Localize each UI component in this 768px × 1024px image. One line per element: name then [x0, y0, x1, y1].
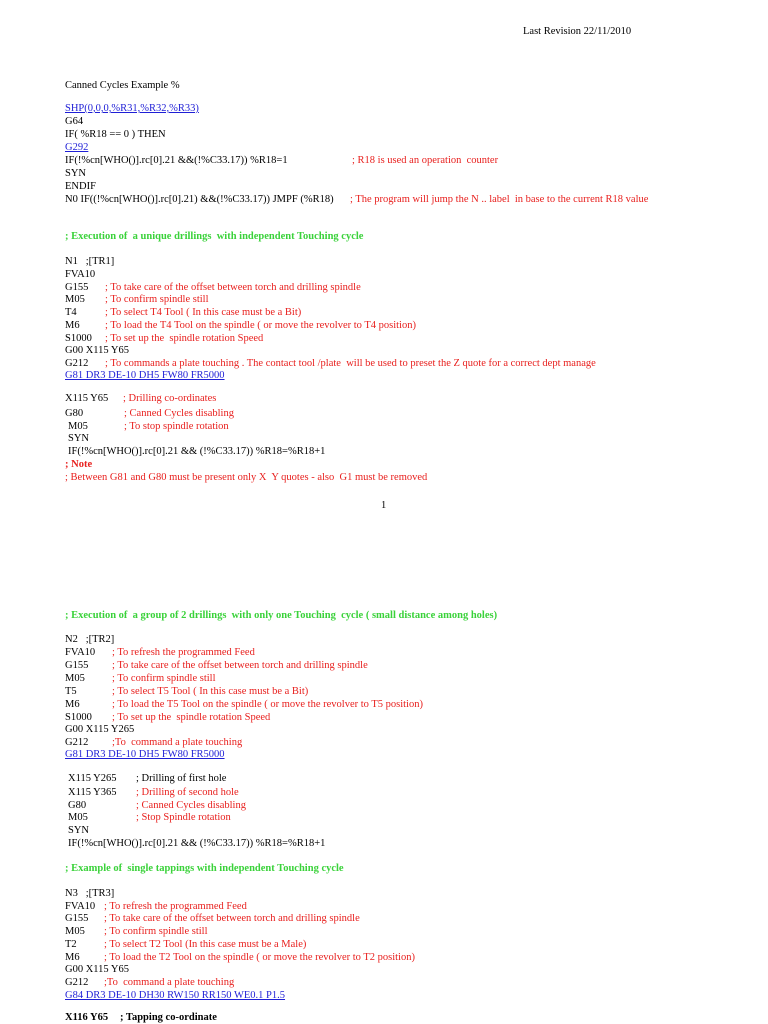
s1-note-label: ; Note	[65, 459, 93, 470]
s2-hole2-code: X115 Y365	[68, 787, 117, 798]
s3-comment-2: ; To take care of the offset between torch and drilling spindle	[104, 913, 360, 924]
s1-comment-5: ; To load the T4 Tool on the spindle ( or move the revolver to T4 position)	[105, 320, 416, 331]
s2-comment-5: ; To load the T5 Tool on the spindle ( or move the revolver to T5 position)	[112, 699, 423, 710]
s3-tap-code: X116 Y65	[65, 1012, 109, 1023]
s2-comment-6: ; To set up the spindle rotation Speed	[112, 712, 271, 723]
s2-g81-link[interactable]: G81 DR3 DE-10 DH5 FW80 FR5000	[65, 749, 225, 760]
s3-code-6: G00 X115 Y65	[65, 964, 129, 975]
s1-code-1: FVA10	[65, 269, 96, 280]
s2-g80: G80	[68, 800, 87, 811]
s2-code-4: T5	[65, 686, 77, 697]
s3-code-1: FVA10	[65, 901, 96, 912]
s2-syn: SYN	[68, 825, 90, 836]
s1-comment-2: ; To take care of the offset between torch and drilling spindle	[105, 282, 361, 293]
s2-hole1-code: X115 Y265	[68, 773, 117, 784]
s2-hole1-comment: ; Drilling of first hole	[136, 773, 227, 784]
s2-hole2-comment: ; Drilling of second hole	[136, 787, 239, 798]
s1-code-8: G212	[65, 358, 89, 369]
section2-heading: ; Execution of a group of 2 drillings with only one Touching cycle ( small distance among holes)	[65, 610, 498, 621]
s1-comment-8: ; To commands a plate touching . The contact tool /plate will be used to preset the Z quote for a correct dept manage	[105, 358, 596, 369]
syn-line: SYN	[65, 168, 87, 179]
endif-line: ENDIF	[65, 181, 96, 192]
s2-m05: M05	[68, 812, 88, 823]
s3-comment-3: ; To confirm spindle still	[104, 926, 208, 937]
s2-code-8: G212	[65, 737, 89, 748]
s3-code-2: G155	[65, 913, 89, 924]
s1-code-0: N1 ;[TR1]	[65, 256, 115, 267]
s3-g84-link[interactable]: G84 DR3 DE-10 DH30 RW150 RR150 WE0.1 P1.5	[65, 990, 286, 1001]
s3-comment-7: ;To command a plate touching	[104, 977, 235, 988]
s2-code-1: FVA10	[65, 647, 96, 658]
s3-code-3: M05	[65, 926, 85, 937]
shp-link[interactable]: SHP(0,0,0,%R31,%R32,%R33)	[65, 103, 199, 114]
s1-g80-comment: ; Canned Cycles disabling	[124, 408, 234, 419]
page-number: 1	[381, 500, 387, 511]
s3-code-4: T2	[65, 939, 77, 950]
section3-heading: ; Example of single tappings with independent Touching cycle	[65, 863, 344, 874]
s1-syn: SYN	[68, 433, 90, 444]
s3-comment-4: ; To select T2 Tool (In this case must be a Male)	[104, 939, 307, 950]
s3-code-7: G212	[65, 977, 89, 988]
s1-code-4: T4	[65, 307, 77, 318]
s1-if-inc: IF(!%cn[WHO()].rc[0].21 && (!%C33.17)) %R18=%R18+1	[68, 446, 326, 457]
s1-drill-comment: ; Drilling co-ordinates	[123, 393, 217, 404]
g64-line: G64	[65, 116, 84, 127]
if-r18-line: IF(!%cn[WHO()].rc[0].21 &&(!%C33.17)) %R18=1	[65, 155, 288, 166]
s1-note-text: ; Between G81 and G80 must be present only X Y quotes - also G1 must be removed	[65, 472, 428, 483]
s2-code-3: M05	[65, 673, 85, 684]
n0-comment: ; The program will jump the N .. label in base to the current R18 value	[350, 194, 649, 205]
s2-code-6: S1000	[65, 712, 92, 723]
s1-code-7: G00 X115 Y65	[65, 345, 129, 356]
s1-m05-comment: ; To stop spindle rotation	[124, 421, 229, 432]
s1-comment-4: ; To select T4 Tool ( In this case must be a Bit)	[105, 307, 302, 318]
s2-code-2: G155	[65, 660, 89, 671]
s1-comment-3: ; To confirm spindle still	[105, 294, 209, 305]
n0-line: N0 IF((!%cn[WHO()].rc[0].21) &&(!%C33.17)) JMPF (%R18)	[65, 194, 334, 205]
document-title: Canned Cycles Example %	[65, 80, 180, 91]
if-line: IF( %R18 == 0 ) THEN	[65, 129, 166, 140]
s2-code-7: G00 X115 Y265	[65, 724, 135, 735]
s2-comment-1: ; To refresh the programmed Feed	[112, 647, 255, 658]
s1-code-2: G155	[65, 282, 89, 293]
s3-comment-1: ; To refresh the programmed Feed	[104, 901, 247, 912]
s1-code-5: M6	[65, 320, 80, 331]
s2-comment-8: ;To command a plate touching	[112, 737, 243, 748]
s1-code-6: S1000	[65, 333, 92, 344]
s1-g81-link[interactable]: G81 DR3 DE-10 DH5 FW80 FR5000	[65, 370, 225, 381]
s2-comment-3: ; To confirm spindle still	[112, 673, 216, 684]
s1-m05: M05	[68, 421, 88, 432]
s3-comment-5: ; To load the T2 Tool on the spindle ( or move the revolver to T2 position)	[104, 952, 415, 963]
s2-m05-comment: ; Stop Spindle rotation	[136, 812, 231, 823]
s1-code-3: M05	[65, 294, 85, 305]
s1-comment-6: ; To set up the spindle rotation Speed	[105, 333, 264, 344]
section1-heading: ; Execution of a unique drillings with independent Touching cycle	[65, 231, 364, 242]
s1-drill-code: X115 Y65	[65, 393, 109, 404]
s2-code-0: N2 ;[TR2]	[65, 634, 115, 645]
s2-comment-4: ; To select T5 Tool ( In this case must be a Bit)	[112, 686, 309, 697]
s2-if-inc: IF(!%cn[WHO()].rc[0].21 && (!%C33.17)) %R18=%R18+1	[68, 838, 326, 849]
s2-g80-comment: ; Canned Cycles disabling	[136, 800, 246, 811]
s2-code-5: M6	[65, 699, 80, 710]
if-r18-comment: ; R18 is used an operation counter	[352, 155, 499, 166]
s3-code-5: M6	[65, 952, 80, 963]
revision-date: Last Revision 22/11/2010	[523, 26, 632, 37]
s2-comment-2: ; To take care of the offset between torch and drilling spindle	[112, 660, 368, 671]
s3-tap-comment: ; Tapping co-ordinate	[120, 1012, 217, 1023]
s3-code-0: N3 ;[TR3]	[65, 888, 115, 899]
g292-link[interactable]: G292	[65, 142, 89, 153]
s1-g80: G80	[65, 408, 84, 419]
